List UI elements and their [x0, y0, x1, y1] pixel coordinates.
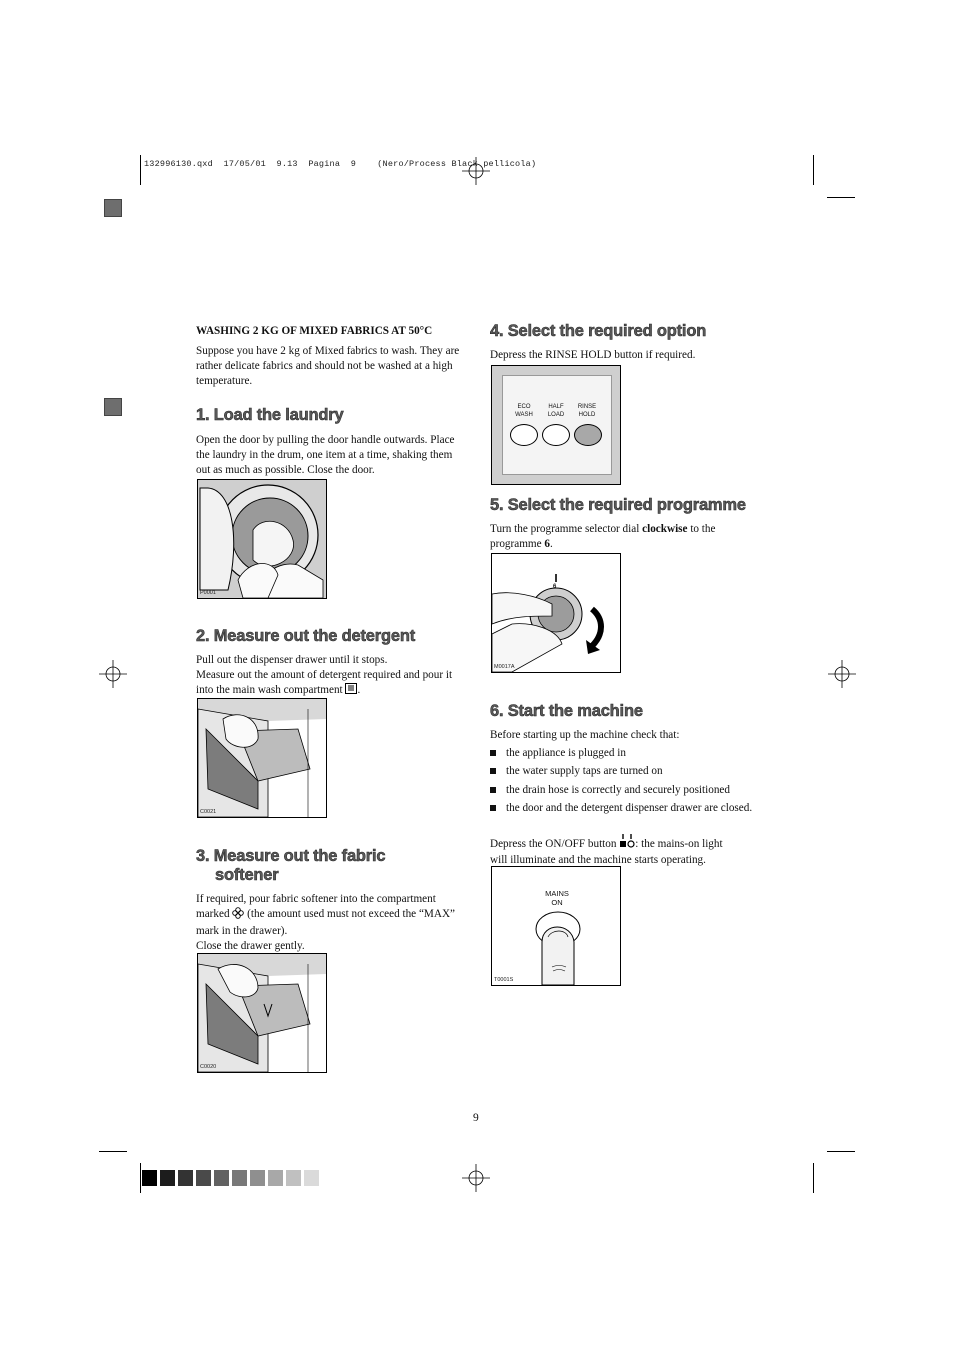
gray-swatch — [142, 1170, 157, 1186]
registration-mark-icon — [462, 157, 490, 185]
step-4-title: 4. Select the required option — [490, 322, 707, 340]
step-2-title: 2. Measure out the detergent — [196, 627, 416, 645]
step-2-text — [196, 653, 464, 699]
softener-flower-icon — [232, 907, 244, 924]
crop-mark — [813, 155, 814, 185]
softener-drawer-illustration — [197, 953, 327, 1073]
gray-swatch — [160, 1170, 175, 1186]
step-5-title: 5. Select the required programme — [490, 496, 746, 514]
figure-code: T0001S — [494, 977, 514, 983]
figure-code: C0021 — [200, 809, 217, 815]
crop-mark — [140, 1163, 141, 1193]
list-item: the water supply taps are turned on — [490, 764, 758, 779]
gray-swatch — [286, 1170, 301, 1186]
dial-mark-6: 6 — [553, 584, 557, 590]
step-1-title: 1. Load the laundry — [196, 406, 344, 424]
gray-swatch — [250, 1170, 265, 1186]
list-item: the appliance is plugged in — [490, 746, 758, 761]
step-3-text-b: (the amount used must not exceed the “MAX” mark in the drawer). — [196, 908, 455, 937]
button-label-half-load: HALF LOAD — [547, 404, 565, 418]
list-item: the door and the detergent dispenser drawer are closed. — [490, 801, 758, 816]
crop-mark — [140, 155, 141, 185]
eco-wash-button[interactable] — [510, 424, 538, 446]
registration-mark-icon — [99, 660, 127, 688]
margin-marker — [104, 199, 122, 217]
load-laundry-illustration — [197, 479, 327, 599]
step-6-title: 6. Start the machine — [490, 702, 643, 720]
button-label-eco-wash: ECO WASH — [515, 404, 533, 418]
step-5-text: Turn the programme selector dial clockwise to the programme 6. — [490, 523, 716, 550]
detergent-drawer-illustration — [197, 698, 327, 818]
gray-swatch — [178, 1170, 193, 1186]
half-load-button[interactable] — [542, 424, 570, 446]
option-buttons-panel — [491, 365, 621, 485]
gray-swatch — [196, 1170, 211, 1186]
file-slug: 132996130.qxd 17/05/01 9.13 Pagina 9 (Nero/Process Black pellicola) — [144, 159, 537, 169]
pre-start-checklist — [490, 746, 758, 820]
intro-text: Suppose you have 2 kg of Mixed fabrics to wash. They are rather delicate fabrics and should not be washed at a high temperature. — [196, 345, 460, 387]
list-item: the drain hose is correctly and securely positioned — [490, 783, 758, 798]
page-number: 9 — [473, 1112, 479, 1124]
registration-mark-icon — [462, 1164, 490, 1192]
step-4-text: Depress the RINSE HOLD button if required. — [490, 349, 696, 361]
mains-on-illustration — [491, 866, 621, 986]
gray-swatch — [304, 1170, 319, 1186]
gray-swatch — [268, 1170, 283, 1186]
margin-marker — [104, 398, 122, 416]
step-2-text-line1: Pull out the dispenser drawer until it stops. — [196, 654, 388, 666]
step-3-title — [196, 847, 385, 885]
step-1-text: Open the door by pulling the door handle outwards. Place the laundry in the drum, one item at a time, shaking them out as much as possible. Close the door. — [196, 434, 455, 476]
step-3-text-c: Close the drawer gently. — [196, 940, 305, 952]
registration-mark-icon — [828, 660, 856, 688]
step-3-text — [196, 892, 464, 954]
rinse-hold-button[interactable] — [574, 424, 602, 446]
mains-on-label: MAINS ON — [545, 889, 569, 907]
figure-code: C0020 — [200, 1064, 217, 1070]
step-2-text-line2: Measure out the amount of detergent required and pour it into the main wash compartment — [196, 669, 453, 696]
figure-code: M0017A — [494, 664, 515, 670]
figure-code: P0001 — [200, 590, 216, 596]
step-3-title-line2: softener — [215, 866, 279, 884]
intro-heading: WASHING 2 KG OF MIXED FABRICS AT 50°C — [196, 325, 433, 337]
crop-mark — [827, 1151, 855, 1152]
on-off-icon — [619, 834, 635, 853]
step-3-text-a: If required, pour fabric softener into the compartment marked — [196, 893, 436, 920]
step-3-title-line1: 3. Measure out the fabric — [196, 847, 386, 865]
programme-dial-illustration — [491, 553, 621, 673]
crop-mark — [827, 197, 855, 198]
crop-mark — [99, 1151, 127, 1152]
step-6-depress-text: Depress the ON/OFF button : the mains-on light will illuminate and the machine starts operating. — [490, 834, 758, 868]
gray-swatch — [214, 1170, 229, 1186]
step-2-text-end: . — [357, 684, 361, 696]
main-wash-compartment-icon — [345, 683, 357, 699]
button-label-rinse-hold: RINSE HOLD — [577, 404, 597, 418]
crop-mark — [813, 1163, 814, 1193]
step-6-intro: Before starting up the machine check that: — [490, 729, 680, 741]
gray-swatch — [232, 1170, 247, 1186]
